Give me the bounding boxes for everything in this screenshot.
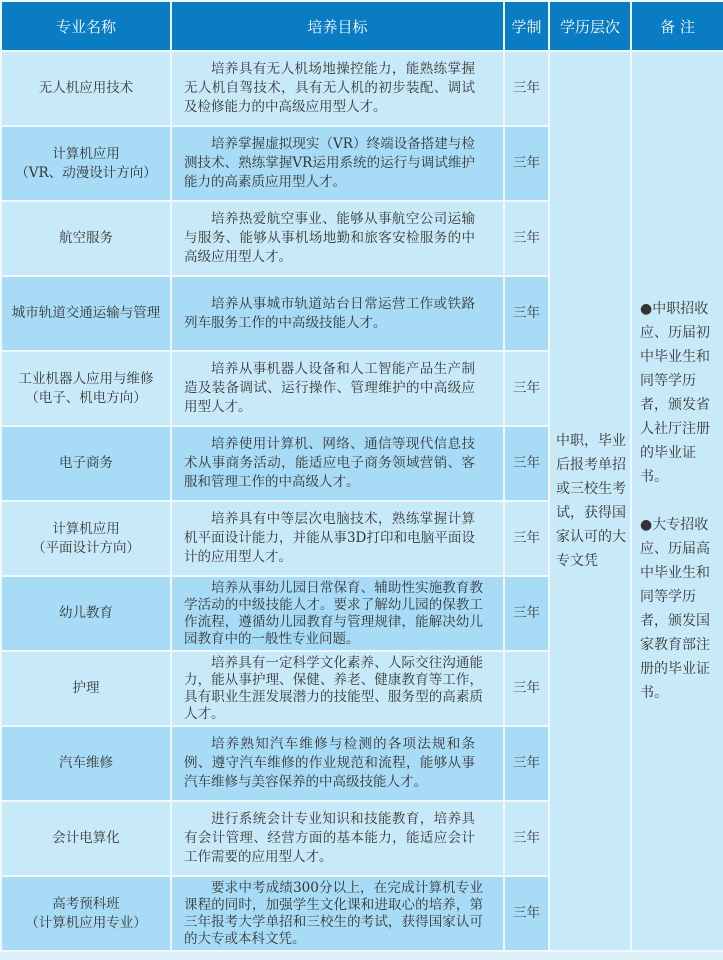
header-notes: 备 注 [631,1,723,51]
major-name-line: 无人机应用技术 [38,80,134,96]
major-name [1,51,171,126]
training-goal: 进行系统会计专业知识和技能教育，培养具有会计管理、经营方面的基本能力，能适应会计工作需要的应用型人才。 [171,801,504,876]
major-name-line: （平面设计方向） [32,539,140,556]
training-goal: 培养热爱航空事业、能够从事航空公司运输与服务、能够从事机场地勤和旅客安检服务的中高级应用型人才。 [171,201,504,276]
duration: 三年 [504,651,549,726]
major-name-line: （电子、机电方向） [25,389,147,406]
duration: 三年 [504,201,549,276]
training-goal: 培养使用计算机、网络、通信等现代信息技术从事商务活动，能适应电子商务领域营销、客服和管理工作的中高级人才。 [171,426,504,501]
major-name-line: 高考预科班 [52,895,120,912]
training-goal: 培养掌握虚拟现实（VR）终端设备搭建与检测技术、熟练掌握VR运用系统的运行与调试维护能力的高素质应用型人才。 [171,126,504,201]
duration: 三年 [504,576,549,651]
duration: 三年 [504,351,549,426]
duration: 三年 [504,276,549,351]
duration: 三年 [504,876,549,951]
education-level: 中职，毕业后报考单招或三校生考试，获得国家认可的大专文凭 [549,51,631,951]
header-duration: 学制 [504,1,549,51]
major-name-line: 电子商务 [59,455,113,471]
header-major-name: 专业名称 [1,1,171,51]
major-name-line: 汽车维修 [59,755,113,771]
major-name-line: （VR、动漫设计方向） [15,164,157,181]
duration: 三年 [504,126,549,201]
major-name-line: 护理 [72,680,100,696]
training-goal: 要求中考成绩300分以上，在完成计算机专业课程的同时，加强学生文化课和进取心的培养，第三年报考大学单招和三校生的考试，获得国家认可的大专或本科文凭。 [171,876,504,951]
training-goal: 培养具有中等层次电脑技术，熟练掌握计算机平面设计能力，并能从事3D打印和电脑平面设计的应用型人才。 [171,501,504,576]
major-name [1,426,171,501]
major-name [1,876,171,951]
header-training-goal: 培养目标 [171,1,504,51]
note-item: ●中职招收应、历届初中毕业生和同等学历者，颁发省人社厅注册的毕业证书。 [640,301,710,485]
major-name [1,651,171,726]
table-row [1,51,723,126]
major-name [1,501,171,576]
duration: 三年 [504,501,549,576]
major-name [1,726,171,801]
major-name [1,126,171,201]
training-goal: 培养具有一定科学文化素养、人际交往沟通能力，能从事护理、保健、养老、健康教育等工作，具有职业生涯发展潜力的技能型、服务型的高素质人才。 [171,651,504,726]
note-item: ●大专招收应、历届高中毕业生和同等学历者，颁发国家教育部注册的毕业证书。 [640,517,710,701]
duration: 三年 [504,426,549,501]
major-name-line: 城市轨道交通运输与管理 [11,305,161,321]
major-name [1,201,171,276]
major-name-line: （计算机应用专业） [25,914,147,931]
major-name [1,276,171,351]
training-goal: 培养从事机器人设备和人工智能产品生产制造及装备调试、运行操作、管理维护的中高级应用型人才。 [171,351,504,426]
training-goal: 培养从事城市轨道站台日常运营工作或铁路列车服务工作的中高级技能人才。 [171,276,504,351]
header-education-level: 学历层次 [549,1,631,51]
major-name-line: 工业机器人应用与维修 [18,370,154,387]
major-name-line: 幼儿教育 [59,605,113,621]
major-name [1,801,171,876]
major-name-line: 会计电算化 [52,830,120,846]
duration: 三年 [504,51,549,126]
duration: 三年 [504,801,549,876]
major-name [1,576,171,651]
duration: 三年 [504,726,549,801]
training-goal: 培养具有无人机场地操控能力，能熟练掌握无人机自驾技术，具有无人机的初步装配、调试及检修能力的中高级应用型人才。 [171,51,504,126]
training-goal: 培养熟知汽车维修与检测的各项法规和条例、遵守汽车维修的作业规范和流程，能够从事汽车维修与美容保养的中高级技能人才。 [171,726,504,801]
major-name [1,351,171,426]
major-name-line: 计算机应用 [52,520,120,537]
major-name-line: 航空服务 [59,230,113,246]
notes-cell [631,51,723,951]
major-name-line: 计算机应用 [52,145,120,162]
table-body [1,51,723,951]
training-goal: 培养从事幼儿园日常保育、辅助性实施教育教学活动的中级技能人才。要求了解幼儿园的保教工作流程，遵循幼儿园教育与管理规律，能解决幼儿园教育中的一般性专业问题。 [171,576,504,651]
header-row [1,1,723,51]
